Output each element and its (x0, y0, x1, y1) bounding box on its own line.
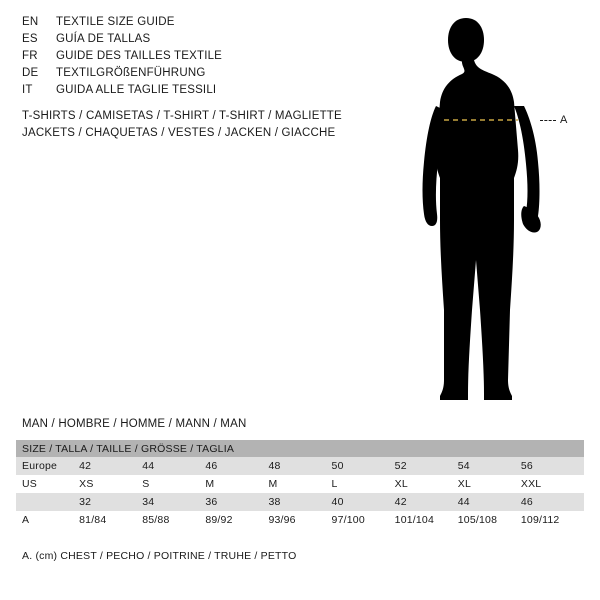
table-cell: 38 (268, 493, 331, 511)
measure-leader-line (540, 120, 556, 121)
table-header-row (16, 440, 584, 457)
table-cell: 93/96 (268, 511, 331, 529)
table-cell: XL (458, 475, 521, 493)
table-cell: 56 (521, 457, 584, 475)
footnote-measurement: A. (cm) CHEST / PECHO / POITRINE / TRUHE / PETTO (22, 550, 297, 562)
garment-line-jackets: JACKETS / CHAQUETAS / VESTES / JACKEN / GIACCHE (22, 127, 336, 139)
size-table (16, 440, 584, 529)
table-cell: 32 (79, 493, 142, 511)
table-cell: 34 (142, 493, 205, 511)
table-cell: S (142, 475, 205, 493)
table-cell: 42 (79, 457, 142, 475)
table-cell: 44 (458, 493, 521, 511)
table-cell: M (268, 475, 331, 493)
row-label: US (16, 475, 79, 493)
table-cell: 42 (395, 493, 458, 511)
row-label (16, 493, 79, 511)
language-title: TEXTILE SIZE GUIDE (56, 16, 175, 28)
language-row (22, 33, 402, 50)
row-label: Europe (16, 457, 79, 475)
table-cell: 54 (458, 457, 521, 475)
language-code: DE (22, 67, 39, 79)
language-row (22, 50, 402, 67)
male-figure-illustration (400, 10, 600, 410)
language-code: FR (22, 50, 38, 62)
garment-line-tshirts: T-SHIRTS / CAMISETAS / T-SHIRT / T-SHIRT / MAGLIETTE (22, 110, 342, 122)
table-row (16, 493, 584, 511)
language-header-block (22, 16, 402, 101)
table-cell: 52 (395, 457, 458, 475)
male-silhouette-icon (400, 10, 600, 410)
table-cell: 89/92 (205, 511, 268, 529)
table-header-label: SIZE / TALLA / TAILLE / GRÖSSE / TAGLIA (16, 440, 584, 457)
table-cell: XL (395, 475, 458, 493)
language-code: EN (22, 16, 39, 28)
language-title: GUÍA DE TALLAS (56, 33, 151, 45)
table-cell: 81/84 (79, 511, 142, 529)
row-label: A (16, 511, 79, 529)
language-row (22, 67, 402, 84)
table-cell: 36 (205, 493, 268, 511)
table-cell: 105/108 (458, 511, 521, 529)
garment-category-block (22, 110, 402, 144)
language-row (22, 84, 402, 101)
language-row (22, 16, 402, 33)
language-code: IT (22, 84, 33, 96)
table-cell: XS (79, 475, 142, 493)
table-row (16, 475, 584, 493)
table-cell: L (332, 475, 395, 493)
table-cell: 48 (268, 457, 331, 475)
table-cell: XXL (521, 475, 584, 493)
table-cell: 46 (205, 457, 268, 475)
table-cell: 85/88 (142, 511, 205, 529)
language-title: TEXTILGRÖßENFÜHRUNG (56, 67, 206, 79)
table-cell: 97/100 (332, 511, 395, 529)
table-cell: 44 (142, 457, 205, 475)
table-cell: 46 (521, 493, 584, 511)
table-row (16, 457, 584, 475)
language-title: GUIDA ALLE TAGLIE TESSILI (56, 84, 217, 96)
table-row (16, 511, 584, 529)
table-cell: M (205, 475, 268, 493)
table-title: MAN / HOMBRE / HOMME / MANN / MAN (22, 418, 247, 430)
measure-label-a: A (560, 114, 568, 126)
language-title: GUIDE DES TAILLES TEXTILE (56, 50, 223, 62)
table-cell: 109/112 (521, 511, 584, 529)
table-cell: 101/104 (395, 511, 458, 529)
table-cell: 40 (332, 493, 395, 511)
language-code: ES (22, 33, 38, 45)
table-cell: 50 (332, 457, 395, 475)
